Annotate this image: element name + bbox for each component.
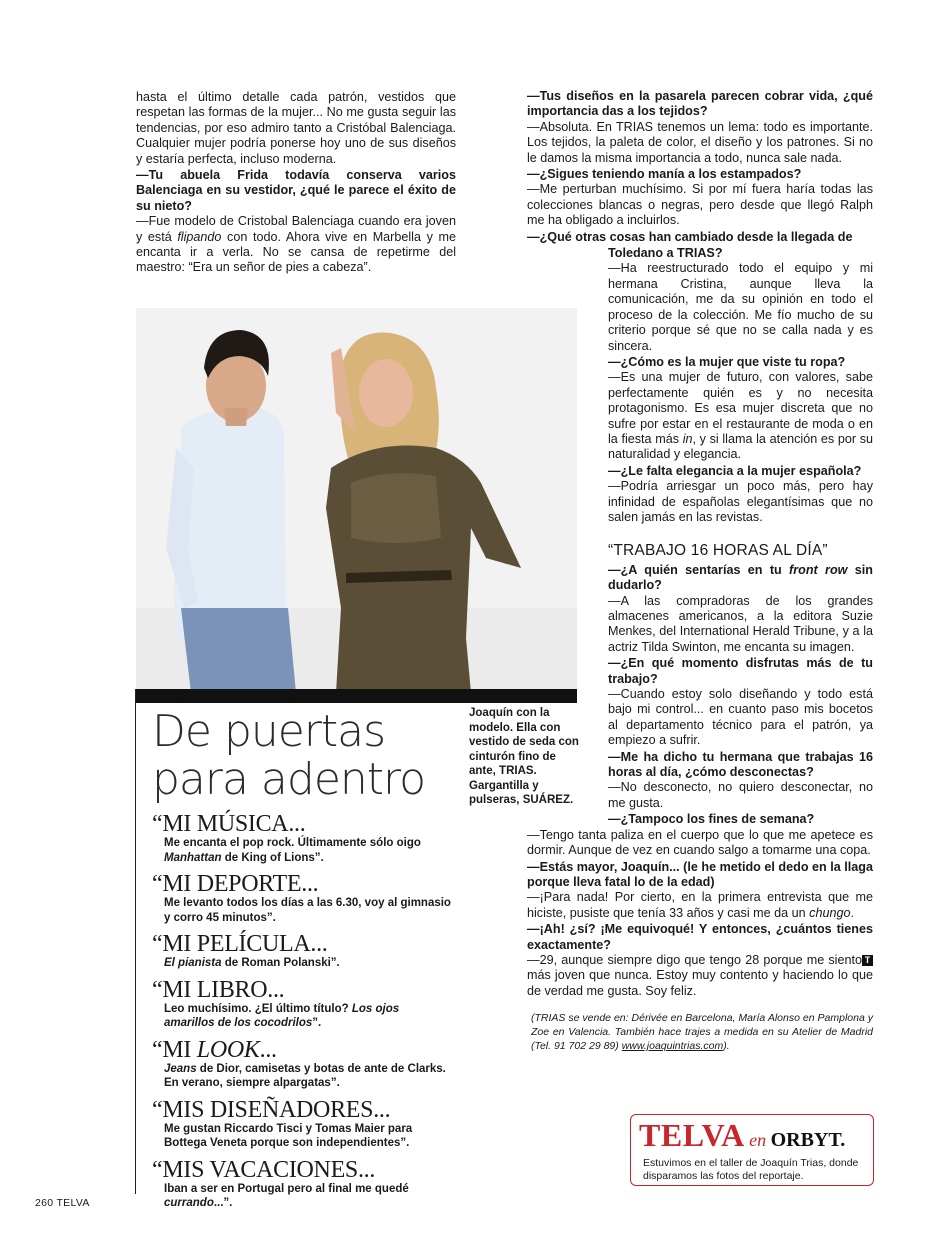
website-link[interactable]: www.joaquintrias.com — [621, 1040, 724, 1053]
favorite-heading: “MIS DISEÑADORES... — [152, 1096, 391, 1123]
favorite-text: Me gustan Riccardo Tisci y Tomas Maier para Bottega Veneta porque son independientes”. — [164, 1122, 413, 1149]
logo-en: en — [749, 1130, 767, 1150]
article-column-left — [136, 90, 456, 276]
paragraph: —Me perturban muchísimo. Si por mí fuera haría todas las colecciones blancas o negras, pero desde que llegó Ralph me ha obligado a incluirlos. — [527, 182, 873, 228]
interview-question: —¿Qué otras cosas han cambiado desde la llegada de — [527, 229, 853, 244]
favorite-text: Me encanta el pop rock. Últimamente sólo oigo Manhattan de King of Lions”. — [164, 837, 421, 864]
sidebar-title-line: De puertas — [152, 706, 386, 757]
interview-question: —Tus diseños en la pasarela parecen cobrar vida, ¿qué importancia das a los tejidos? — [527, 89, 873, 119]
paragraph: —Fue modelo de Cristobal Balenciaga cuando era joven y está flipando con todo. Ahora vive en Marbella y me encanta ir a verla. No se cansa de repetirme del maestro: “Era un señor de pies a cabeza”. — [136, 214, 456, 275]
interview-question: —¿Le falta elegancia a la mujer española? — [608, 463, 862, 478]
page-folio: 260 TELVA — [35, 1197, 90, 1209]
paragraph: —Tengo tanta paliza en el cuerpo que lo que me apetece es dormir. Aunque de vez en cuando salgo a tomarme una copa. — [527, 827, 873, 858]
favorite-item-look — [152, 1038, 452, 1091]
favorites-list — [152, 812, 452, 1218]
interview-question: —Me ha dicho tu hermana que trabajas 16 horas al día, ¿cómo desconectas? — [608, 749, 873, 780]
telva-wordmark: TELVA — [639, 1117, 745, 1153]
interview-question: —¡Ah! ¿sí? ¡Me equivoqué! Y entonces, ¿cuántos tienes exactamente? — [527, 922, 873, 952]
photo-bottom-bar — [136, 689, 577, 703]
end-mark-icon: T — [862, 955, 873, 966]
favorite-item-sport — [152, 872, 452, 925]
interview-question: —¿En qué momento disfrutas más de tu trabajo? — [608, 656, 873, 686]
favorite-item-film — [152, 932, 452, 971]
paragraph: —A las compradoras de los grandes almacenes americanos, a la editora Suzie Menkes, del International Herald Tribune, y a la actriz Tilda Swinton, me encanta su imagen. — [608, 593, 873, 654]
paragraph: —No desconecto, no quiero desconectar, no me gusta. — [608, 780, 873, 810]
favorite-item-book — [152, 978, 452, 1031]
sidebar-title — [152, 708, 425, 804]
store-note: (TRIAS se vende en: Dérivée en Barcelona, María Alonso en Pamplona y Zoe en Valencia. También hace trajes a medida en su Atelier de Madrid (Tel. 91 702 29 89) www.joaquintrias.com). — [531, 1012, 873, 1053]
favorite-heading: “MIS VACACIONES... — [152, 1156, 376, 1183]
telva-orbyt-box — [630, 1114, 874, 1186]
interview-question: —¿A quién sentarías en tu front row sin dudarlo? — [608, 562, 873, 593]
interview-question: —Tu abuela Frida todavía conserva varios Balenciaga en su vestidor, ¿qué le parece el éxito de su nieto? — [136, 168, 456, 213]
favorite-text: Me levanto todos los días a las 6.30, voy al gimnasio y corro 45 minutos”. — [164, 897, 451, 924]
paragraph: hasta el último detalle cada patrón, vestidos que respetan las formas de la mujer... No me gusta seguir las tendencias, por eso admiro tanto a Cristóbal Balenciaga. Cualquier mujer podría ponerse hoy uno de sus diseños y estaría perfecta, incluso moderna. — [136, 90, 456, 166]
photo-caption: Joaquín con la modelo. Ella con vestido de seda con cinturón fino de ante, TRIAS. Gargantilla y pulseras, SUÁREZ. — [469, 707, 579, 806]
paragraph: —Cuando estoy solo diseñando y todo está bajo mi control... en cuanto paso mis bocetos al departamento técnico para el patrón, ya empiezo a sufrir. — [608, 687, 873, 748]
favorite-item-designers — [152, 1098, 452, 1151]
favorite-text: Iban a ser en Portugal pero al final me quedé currando...”. — [164, 1182, 409, 1209]
favorite-text: Jeans de Dior, camisetas y botas de ante de Clarks. En verano, siempre alpargatas”. — [164, 1062, 446, 1089]
sidebar-title-line: para adentro — [152, 754, 426, 805]
favorite-item-holidays — [152, 1158, 452, 1211]
paragraph: T —29, aunque siempre digo que tengo 28 porque me siento más joven que nunca. Estoy muy contento y haciendo lo que de verdad me gusta. Soy feliz. — [527, 952, 873, 998]
photo-joaquin-and-model — [136, 308, 577, 693]
interview-question: Toledano a TRIAS? — [608, 246, 723, 261]
interview-question: —Estás mayor, Joaquín... (le he metido el dedo en la llaga porque lleva fatal lo de la edad) — [527, 859, 873, 889]
interview-question: —¿Tampoco los fines de semana? — [608, 812, 815, 827]
favorite-heading: “MI DEPORTE... — [152, 871, 319, 897]
favorite-item-music — [152, 812, 452, 865]
section-heading: “TRABAJO 16 HORAS AL DÍA” — [608, 542, 828, 560]
sidebar-rule — [135, 689, 136, 1194]
photo-illustration — [136, 308, 577, 693]
paragraph: —Es una mujer de futuro, con valores, sabe perfectamente quién es y no necesita protagonismo. Es esa mujer discreta que no sufre por estar en el restaurante de moda o en la fiesta más in, y si llama la atención es por su naturalidad y elegancia. — [608, 370, 873, 462]
favorite-heading: “MI LOOK... — [152, 1036, 277, 1063]
favorite-heading: “MI PELÍCULA... — [152, 931, 328, 957]
paragraph: —Absoluta. En TRIAS tenemos un lema: todo es importante. Los tejidos, la paleta de color, el diseño y los patrones. Si no le damos la misma importancia a todo, nunca sale nada. — [527, 119, 873, 165]
favorite-heading: “MI LIBRO... — [152, 976, 285, 1003]
orbyt-wordmark: ORBYT. — [770, 1129, 846, 1151]
interview-question: —¿Sigues teniendo manía a los estampados? — [527, 167, 802, 182]
favorite-heading: “MI MÚSICA... — [152, 811, 306, 837]
favorite-text: Leo muchísimo. ¿El último título? Los ojos amarillos de los cocodrilos”. — [164, 1002, 400, 1029]
orbyt-box-text: Estuvimos en el taller de Joaquín Trias, donde disparamos las fotos del reportaje. — [643, 1157, 859, 1182]
interview-question: —¿Cómo es la mujer que viste tu ropa? — [608, 354, 846, 369]
telva-orbyt-logo — [639, 1117, 845, 1154]
man-jeans-shape — [181, 608, 296, 693]
article-column-right — [527, 88, 873, 1053]
paragraph: —Ha reestructurado todo el equipo y mi hermana Cristina, aunque lleva la comunicación, me da su opinión en todo el proceso de la colección. Me fío mucho de su criterio porque sé que no se calla nada y es sincera. — [608, 261, 873, 353]
favorite-text: El pianista de Roman Polanski”. — [164, 957, 340, 969]
paragraph: —Podría arriesgar un poco más, pero hay infinidad de españolas elegantísimas que no salen jamás en las revistas. — [608, 479, 873, 524]
paragraph: —¡Para nada! Por cierto, en la primera entrevista que me hiciste, pusiste que tenía 33 años y casi me da un chungo. — [527, 890, 873, 920]
